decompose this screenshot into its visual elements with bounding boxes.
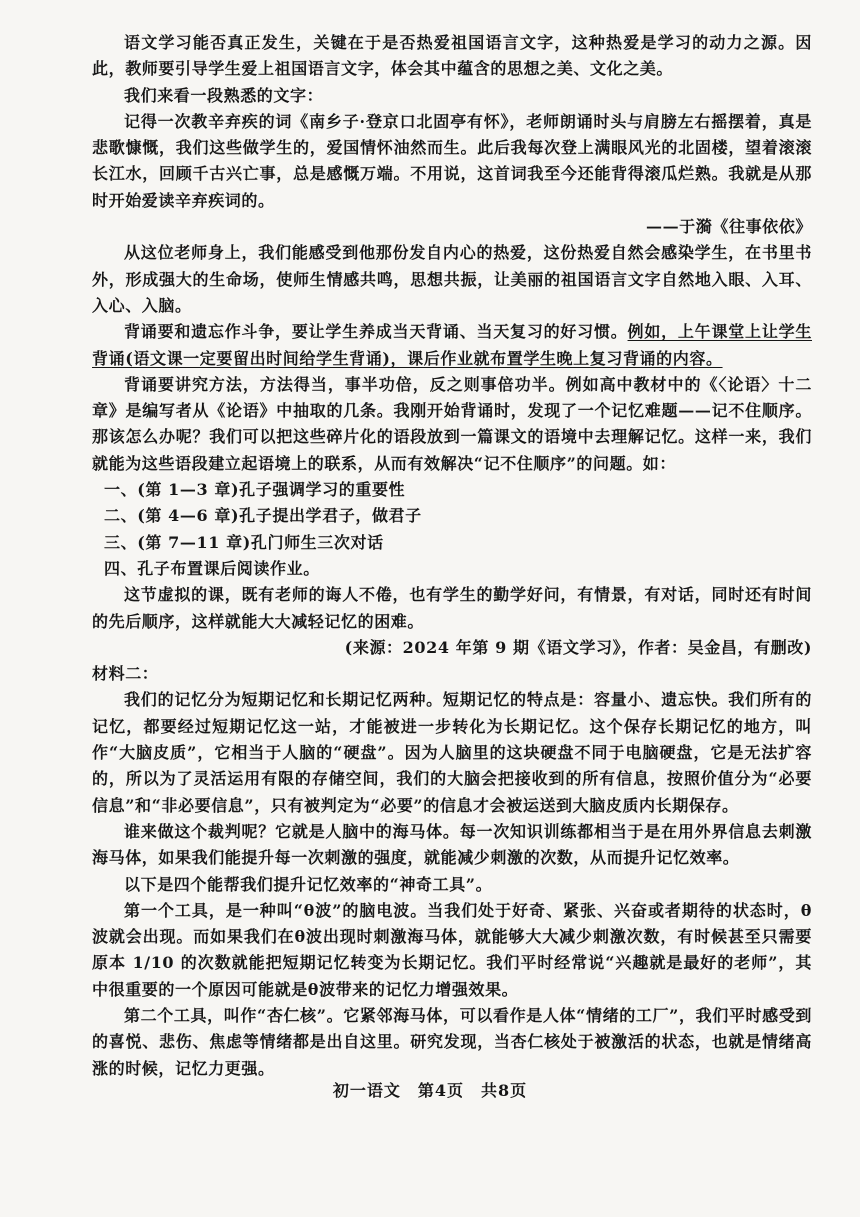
paragraph-m1-4: 从这位老师身上，我们能感受到他那份发自内心的热爱，这份热爱自然会感染学生，在书里书外，形成强大的生命场，使师生情感共鸣，思想共振，让美丽的祖国语言文字自然地入眼、入耳、入心、入脑。 (92, 243, 812, 315)
paragraph-m2-1: 我们的记忆分为短期记忆和长期记忆两种。短期记忆的特点是：容量小、遗忘快。我们所有的记忆，都要经过短期记忆这一站，才能被进一步转化为长期记忆。这个保存长期记忆的地方，叫作“大脑皮质”，它相当于人脑的“硬盘”。因为人脑里的这块硬盘不同于电脑硬盘，它是无法扩容的，所以为了灵活运用有限的存储空间，我们的大脑会把接收到的所有信息，按照价值分为“必要信息”和“非必要信息”，只有被判定为“必要”的信息才会被运送到大脑皮质内长期保存。 (92, 690, 812, 815)
paragraph-m2-5: 第二个工具，叫作“杏仁核”。它紧邻海马体，可以看作是人体“情绪的工厂”，我们平时感受到的喜悦、悲伤、焦虑等情绪都是出自这里。研究发现，当杏仁核处于被激活的状态，也就是情绪高涨的时候，记忆力更强。 (92, 1005, 812, 1078)
page-footer: 初一语文 第4页 共8页 (332, 1081, 528, 1100)
paragraph-m1-2: 我们来看一段熟悉的文字： (124, 85, 324, 105)
paragraph-m1-5 (92, 319, 812, 372)
outline-item-4: 四、孔子布置课后阅读作业。 (104, 558, 320, 578)
paragraph-m1-7: 这节虚拟的课，既有老师的诲人不倦，也有学生的勤学好问，有情景，有对话，同时还有时间的先后顺序，这样就能大大减轻记忆的困难。 (92, 585, 812, 631)
material-two-heading: 材料二： (92, 664, 159, 684)
quote-attribution: ——于漪《往事依依》 (645, 217, 812, 237)
underlined-example: 例如，上午课堂上让学生背诵(语文课一定要留出时间给学生背诵)，课后作业就布置学生晚上复习背诵的内容。 (92, 322, 812, 368)
source-citation: (来源：2024 年第 9 期《语文学习》，作者：吴金昌，有删改) (344, 637, 812, 657)
outline-item-3: 三、(第 7—11 章)孔门师生三次对话 (104, 532, 384, 552)
outline-item-2: 二、(第 4—6 章)孔子提出学君子，做君子 (104, 506, 422, 526)
outline-item-1: 一、(第 1—3 章)孔子强调学习的重要性 (104, 480, 406, 500)
paragraph-m1-5-plain: 背诵要和遗忘作斗争，要让学生养成当天背诵、当天复习的好习惯。 (124, 322, 628, 342)
quoted-passage: 记得一次教辛弃疾的词《南乡子·登京口北固亭有怀》，老师朗诵时头与肩膀左右摇摆着，真是悲歌慷慨，我们这些做学生的，爱国情怀油然而生。此后我每次登上满眼风光的北固楼，望着滚滚长江水，回顾千古兴亡事，总是感慨万端。不用说，这首词我至今还能背得滚瓜烂熟。我就是从那时开始爱读辛弃疾词的。 (92, 111, 812, 210)
paragraph-m1-1: 语文学习能否真正发生，关键在于是否热爱祖国语言文字，这种热爱是学习的动力之源。因此，教师要引导学生爱上祖国语言文字，体会其中蕴含的思想之美、文化之美。 (92, 33, 812, 79)
paragraph-m2-2: 谁来做这个裁判呢？它就是人脑中的海马体。每一次知识训练都相当于是在用外界信息去刺激海马体，如果我们能提升每一次刺激的强度，就能减少刺激的次数，从而提升记忆效率。 (92, 821, 812, 868)
paragraph-m1-6: 背诵要讲究方法，方法得当，事半功倍，反之则事倍功半。例如高中教材中的《〈论语〉十二章》是编写者从《论语》中抽取的几条。我刚开始背诵时，发现了一个记忆难题——记不住顺序。那该怎么办呢？我们可以把这些碎片化的语段放到一篇课文的语境中去理解记忆。这样一来，我们就能为这些语段建立起语境上的联系，从而有效解决“记不住顺序”的问题。如： (92, 374, 812, 473)
paragraph-m2-3: 以下是四个能帮我们提升记忆效率的“神奇工具”。 (124, 874, 493, 894)
paragraph-m2-4: 第一个工具，是一种叫“θ波”的脑电波。当我们处于好奇、紧张、兴奋或者期待的状态时，θ波就会出现。而如果我们在θ波出现时刺激海马体，就能够大大减少刺激次数，有时候甚至只需要原本 1/10 的次数就能把短期记忆转变为长期记忆。我们平时经常说“兴趣就是最好的老师”，其中很重要的一个原因可能就是θ波带来的记忆力增强效果。 (92, 900, 812, 999)
